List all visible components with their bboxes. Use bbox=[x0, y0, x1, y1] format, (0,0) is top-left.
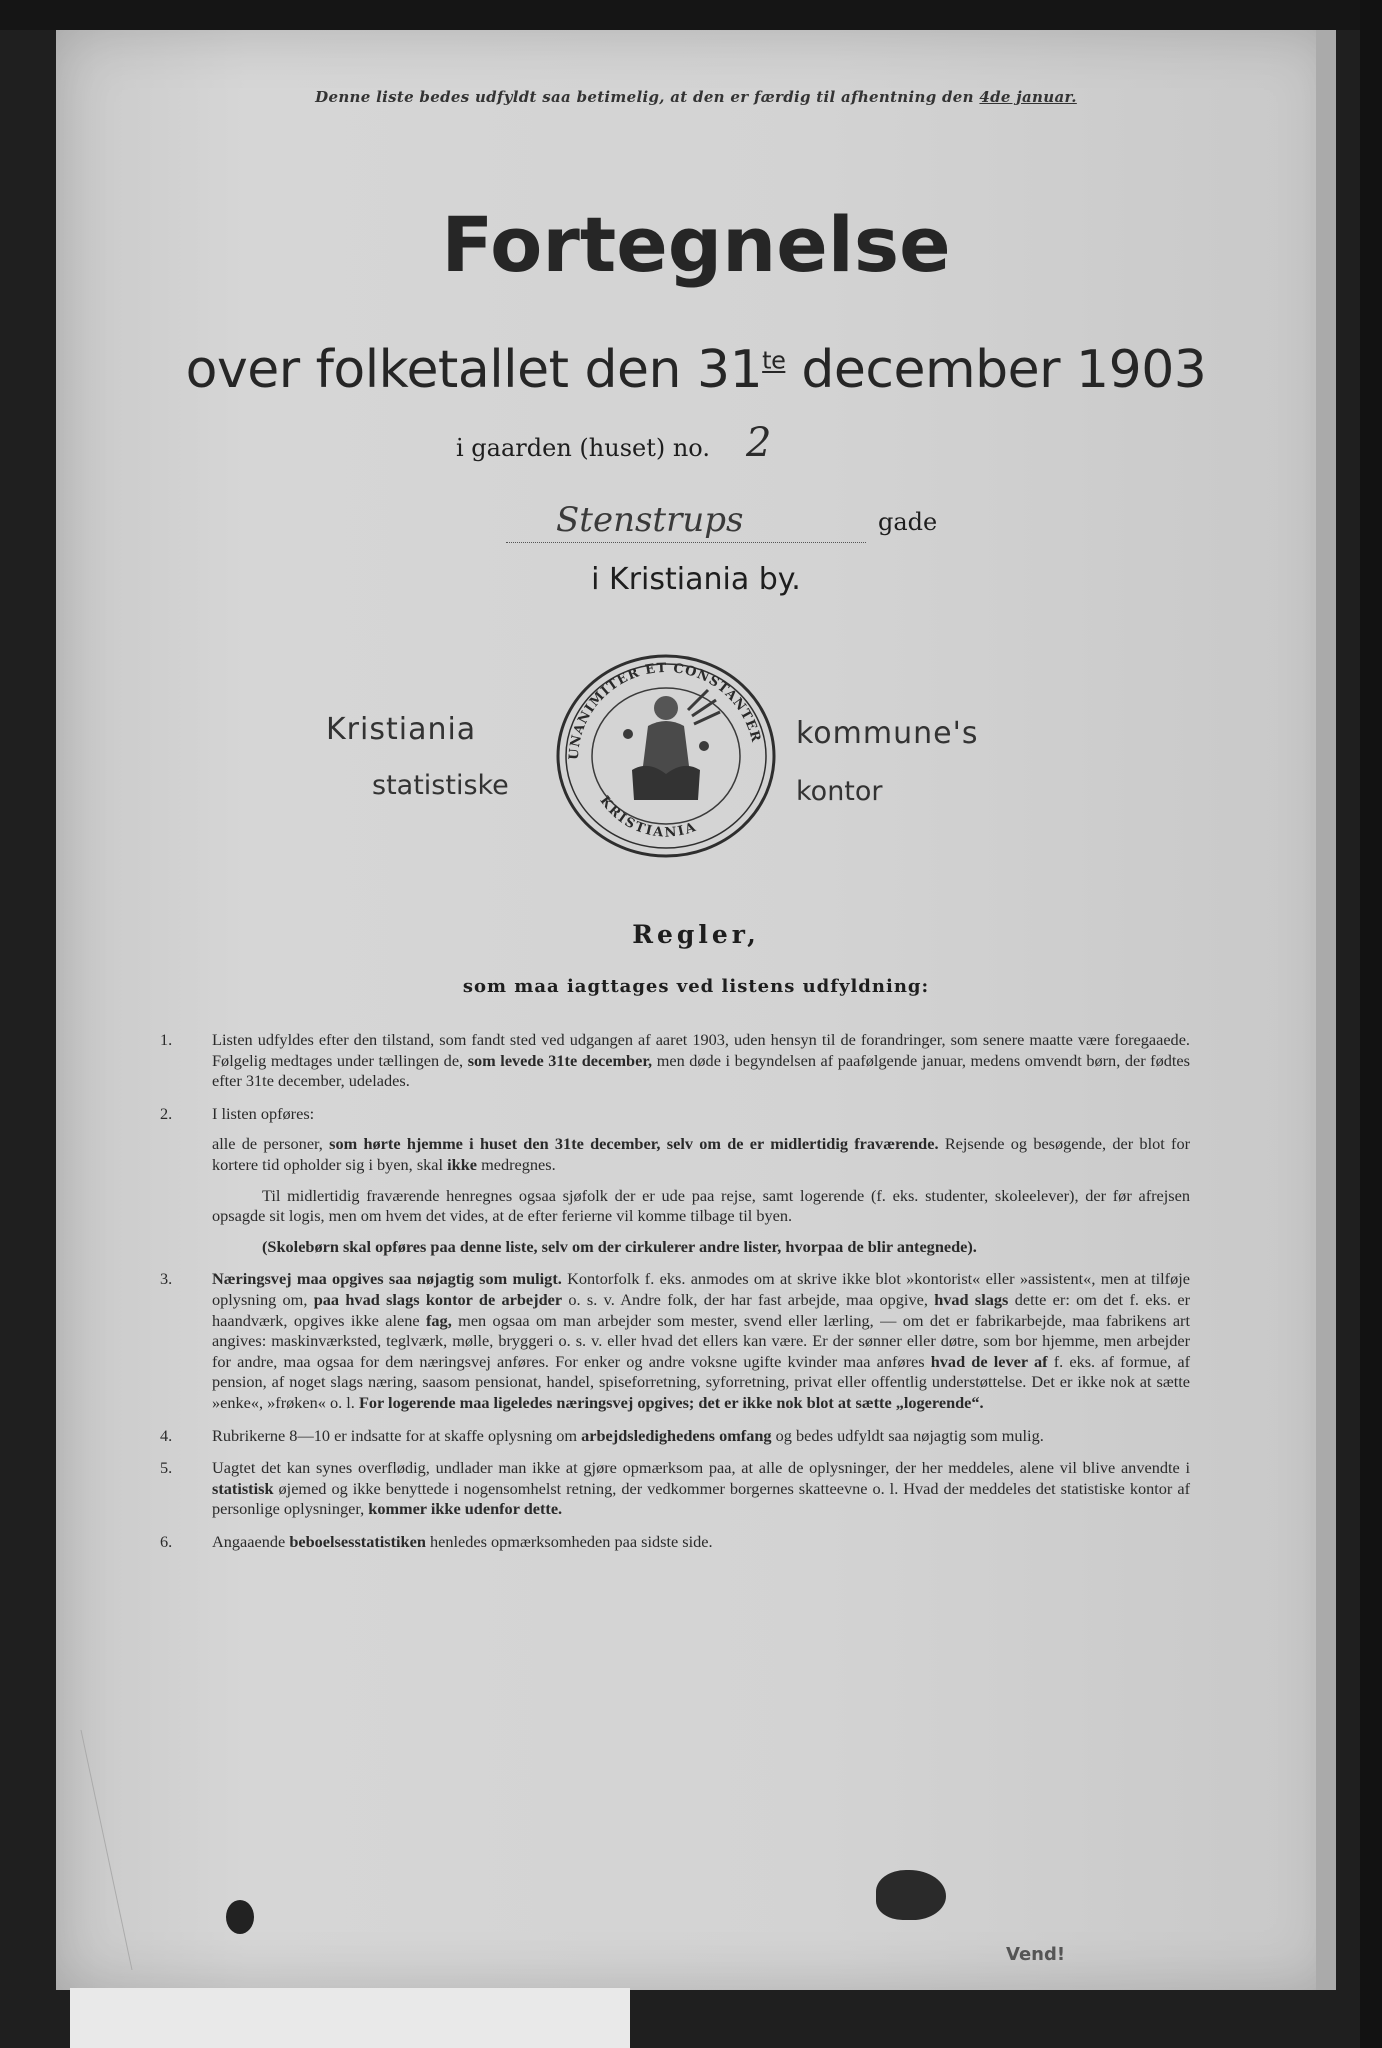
rule-text: Rubrikerne 8—10 er indsatte for at skaffe oplysning om bbox=[212, 1425, 578, 1445]
rule-emphasis: beboelsesstatistiken bbox=[289, 1531, 426, 1551]
rule-emphasis: fag, bbox=[426, 1310, 452, 1330]
office-left-2: statistiske bbox=[372, 770, 509, 801]
city-line: i Kristiania by. bbox=[591, 562, 801, 597]
street-suffix: gade bbox=[878, 508, 938, 536]
rule-text: medregnes. bbox=[481, 1154, 556, 1174]
rule-text: øjemed og ikke benyttede i nogensomhelst retning, der vedkommer borgernes skatteevne o. l. Hvad der meddeles det statistiske kontor af personlige oplysninger, bbox=[212, 1478, 1190, 1519]
rule-emphasis: For logerende maa ligeledes næringsvej opgives; det er ikke nok blot at sætte „logerende“. bbox=[358, 1392, 984, 1412]
rules-subtitle: som maa iagttages ved listens udfyldning: bbox=[462, 976, 930, 997]
rule-emphasis: hvad de lever af bbox=[930, 1351, 1048, 1371]
rule-text: Rejsende og besøgende, der blot for kortere tid opholder sig i byen, skal bbox=[212, 1134, 1191, 1174]
rule-emphasis: statistisk bbox=[212, 1478, 274, 1498]
rule-number: 1. bbox=[160, 1030, 173, 1049]
rule-text: men døde i begyndelsen af paafølgende januar, medens omvendt børn, der fødtes efter 31te december, udelades. bbox=[212, 1050, 1190, 1091]
notice-date: 4de januar. bbox=[979, 88, 1077, 106]
office-right-1: kommune's bbox=[796, 716, 979, 751]
rule-number: 6. bbox=[160, 1531, 173, 1551]
office-right-2: kontor bbox=[796, 776, 883, 807]
rule-text: Listen udfyldes efter den tilstand, som fandt sted ved udgangen af aaret 1903, uden hensyn til de forandringer, som senere maatte være foregaaede. Følgelig medtages under tællingen de, bbox=[212, 1030, 1190, 1070]
rule-paragraph bbox=[212, 1134, 1190, 1175]
rule-paragraph: (Skolebørn skal opføres paa denne liste, selv om der cirkulerer andre lister, hvorpaa de blir antegnede). bbox=[262, 1236, 977, 1256]
page-fold bbox=[20, 1730, 132, 1970]
rule-4 bbox=[160, 1426, 1190, 1447]
rule-text: alle de personer, bbox=[212, 1134, 323, 1154]
seal-top-text: UNANIMITER ET CONSTANTER bbox=[566, 660, 764, 761]
rule-text: o. s. v. Andre folk, der har fast arbejde, maa opgive, bbox=[568, 1289, 928, 1309]
rule-number: 4. bbox=[160, 1425, 173, 1445]
rules-title: Regler, bbox=[632, 920, 760, 949]
ink-stain bbox=[226, 1900, 254, 1934]
rule-emphasis: som hørte hjemme i huset den 31te december, selv om de er midlertidig fraværende. bbox=[329, 1134, 939, 1154]
rule-text: I listen opføres: bbox=[212, 1103, 315, 1123]
rule-6 bbox=[160, 1532, 1190, 1553]
turn-page-note: Vend! bbox=[1006, 1944, 1066, 1965]
rule-text: Angaaende bbox=[212, 1531, 286, 1551]
rule-emphasis: som levede 31te december, bbox=[467, 1050, 653, 1070]
rule-number: 5. bbox=[160, 1458, 173, 1478]
city-seal-icon bbox=[548, 650, 784, 862]
subtitle-date: december 1903 bbox=[801, 340, 1207, 400]
film-edge-right bbox=[1360, 0, 1382, 2048]
street-name-handwritten: Stenstrups bbox=[556, 500, 744, 540]
rule-emphasis: hvad slags bbox=[934, 1289, 1009, 1309]
rule-text: men ogsaa om man arbejder som mester, svend eller lærling, — om det er fabrikarbejde, maa fabrikens art angives: maskinværksted, teglværk, mølle, bryggeri o. s. v. eller hvad det ellers kan være. Er der sønner eller døtre, som bor hjemme, men arbejder for andre, maa ogsaa for dem næringsvej anføres. For enker og andre voksne ugifte kvinder maa anføres bbox=[212, 1310, 1190, 1371]
rule-text: og bedes udfyldt saa nøjagtig som mulig. bbox=[775, 1425, 1044, 1445]
seal-bottom-text: KRISTIANIA bbox=[596, 793, 700, 841]
rule-2 bbox=[160, 1104, 1190, 1258]
ink-stain bbox=[876, 1870, 946, 1920]
page-subtitle bbox=[56, 340, 1336, 400]
rule-paragraph: Til midlertidig fraværende henregnes ogsaa sjøfolk der er ude paa rejse, samt logerende (f. eks. studenter, skoleelever), der før afrejsen opsagde sit logis, men om hvem det vides, at de efter ferierne vil komme tilbage til byen. bbox=[212, 1185, 1190, 1226]
film-edge-top bbox=[0, 0, 1382, 30]
house-number-handwritten: 2 bbox=[746, 420, 772, 466]
rule-number: 2. bbox=[160, 1103, 173, 1123]
rule-text: henledes opmærksomheden paa sidste side. bbox=[429, 1531, 713, 1551]
rules-list bbox=[160, 1030, 1190, 1564]
rule-3 bbox=[160, 1269, 1190, 1413]
rule-emphasis: Næringsvej maa opgives saa nøjagtig som muligt. bbox=[212, 1269, 562, 1289]
rule-emphasis: paa hvad slags kontor de arbejder bbox=[313, 1289, 563, 1309]
house-label: i gaarden (huset) no. bbox=[456, 434, 710, 462]
pickup-notice bbox=[116, 88, 1276, 106]
street-fill-line bbox=[506, 542, 866, 543]
rule-1 bbox=[160, 1030, 1190, 1092]
office-left-1: Kristiania bbox=[326, 712, 477, 747]
rule-emphasis: arbejdsledighedens omfang bbox=[581, 1425, 772, 1445]
rule-emphasis: kommer ikke udenfor dette. bbox=[368, 1499, 563, 1519]
subtitle-text: over folketallet den 31 bbox=[185, 340, 763, 400]
subtitle-suffix: te bbox=[762, 346, 786, 375]
notice-text: Denne liste bedes udfyldt saa betimelig, at den er færdig til afhentning den bbox=[315, 88, 974, 106]
rule-number: 3. bbox=[160, 1269, 173, 1289]
rule-text: dette er: om det f. eks. er haandværk, opgives ikke alene bbox=[212, 1289, 1190, 1330]
film-light-leak bbox=[70, 1988, 630, 2048]
rule-5 bbox=[160, 1458, 1190, 1520]
page-title: Fortegnelse bbox=[441, 200, 951, 289]
page-edge-strip bbox=[1316, 30, 1336, 1990]
rule-text: Uagtet det kan synes overflødig, undlader man ikke at gjøre opmærksom paa, at alle de oplysninger, der her meddeles, alene vil blive anvendte i bbox=[212, 1458, 1190, 1478]
rule-emphasis: ikke bbox=[447, 1154, 478, 1174]
census-form-page bbox=[56, 30, 1336, 1990]
rule-text: f. eks. af formue, af pension, af noget slags næring, saasom pensionat, handel, spiseforretning, syforretning, privat eller offentlig understøttelse. Det er ikke nok at sætte »enke«, »frøken« o. l. bbox=[212, 1351, 1190, 1412]
rule-text: Kontorfolk f. eks. anmodes om at skrive ikke blot »kontorist« eller »assistent«, men at tilføje oplysning om, bbox=[212, 1269, 1190, 1309]
